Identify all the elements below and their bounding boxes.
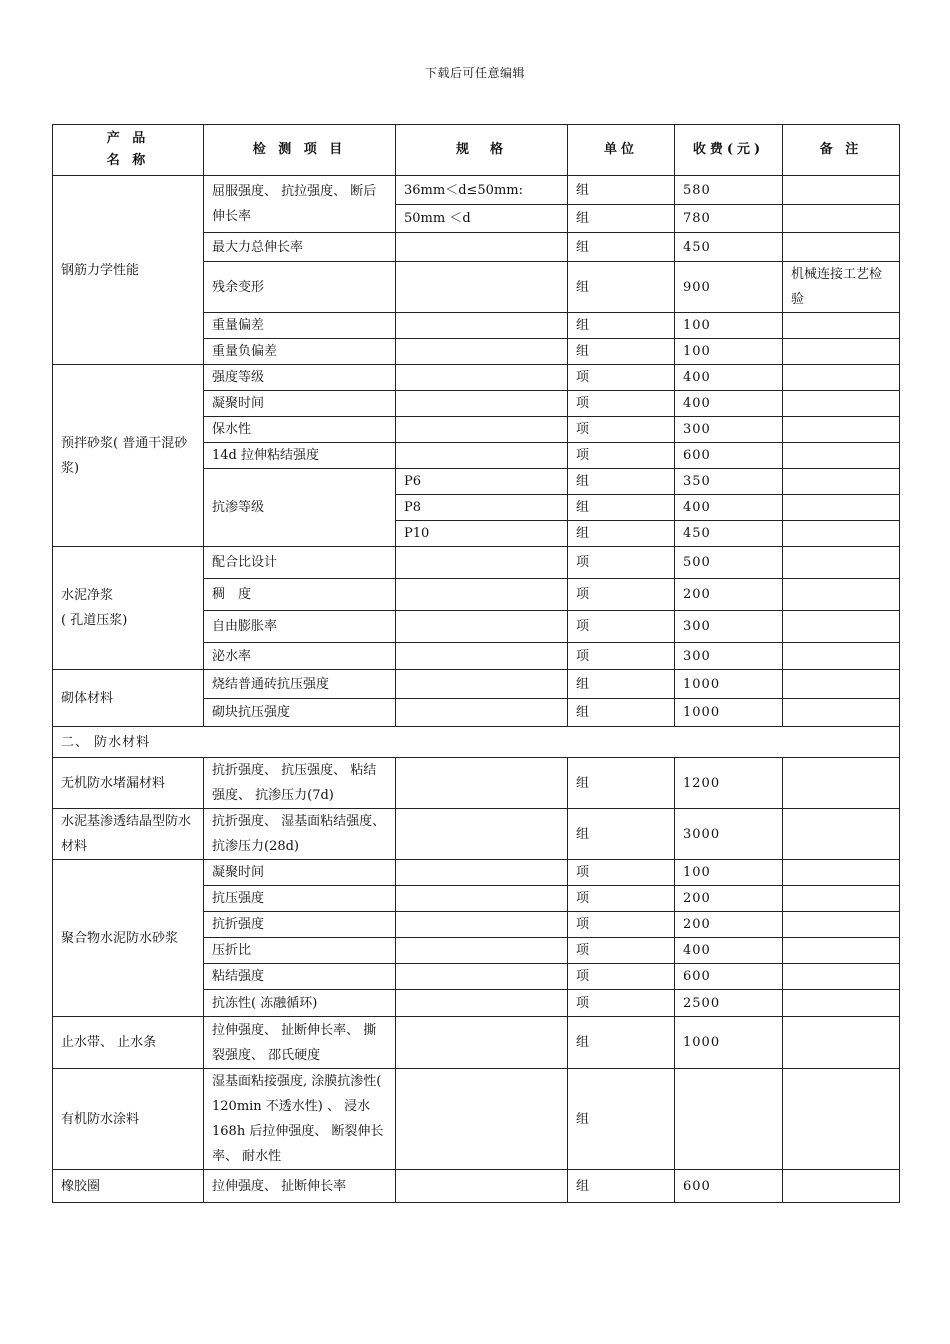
remark-cell	[783, 547, 900, 579]
remark-cell	[783, 313, 900, 339]
header-fee: 收费(元)	[675, 125, 783, 176]
unit-cell: 项	[568, 990, 675, 1017]
unit-cell: 组	[568, 495, 675, 521]
header-remark: 备 注	[783, 125, 900, 176]
fee-cell: 100	[675, 313, 783, 339]
remark-cell	[783, 443, 900, 469]
product-cell: 止水带、 止水条	[53, 1017, 204, 1069]
header-row	[53, 125, 900, 176]
unit-cell: 组	[568, 1170, 675, 1203]
unit-cell: 项	[568, 579, 675, 611]
remark-cell	[783, 1170, 900, 1203]
remark-cell	[783, 990, 900, 1017]
item-cell: 压折比	[204, 938, 396, 964]
remark-cell: 机械连接工艺检验	[783, 262, 900, 313]
fee-cell: 350	[675, 469, 783, 495]
item-cell: 最大力总伸长率	[204, 233, 396, 262]
unit-cell: 组	[568, 176, 675, 205]
remark-cell	[783, 176, 900, 205]
unit-cell: 组	[568, 699, 675, 727]
spec-cell	[396, 233, 568, 262]
spec-cell	[396, 809, 568, 860]
fee-cell: 450	[675, 233, 783, 262]
remark-cell	[783, 964, 900, 990]
remark-cell	[783, 579, 900, 611]
fee-table	[52, 124, 900, 1203]
fee-cell: 100	[675, 339, 783, 365]
fee-cell: 600	[675, 1170, 783, 1203]
spec-cell	[396, 964, 568, 990]
remark-cell	[783, 670, 900, 699]
fee-cell: 400	[675, 365, 783, 391]
fee-cell: 1000	[675, 699, 783, 727]
remark-cell	[783, 809, 900, 860]
unit-cell: 组	[568, 521, 675, 547]
header-product: 产 品 名 称	[53, 125, 204, 176]
fee-cell: 1200	[675, 758, 783, 809]
unit-cell: 项	[568, 365, 675, 391]
spec-cell	[396, 990, 568, 1017]
item-cell: 烧结普通砖抗压强度	[204, 670, 396, 699]
remark-cell	[783, 339, 900, 365]
spec-cell	[396, 938, 568, 964]
fee-cell: 580	[675, 176, 783, 205]
unit-cell: 项	[568, 860, 675, 886]
spec-cell	[396, 1017, 568, 1069]
unit-cell: 项	[568, 643, 675, 670]
spec-cell	[396, 1170, 568, 1203]
spec-cell	[396, 262, 568, 313]
item-cell: 抗渗等级	[204, 469, 396, 547]
section-row	[53, 727, 900, 758]
spec-cell	[396, 860, 568, 886]
spec-cell	[396, 547, 568, 579]
item-cell: 重量负偏差	[204, 339, 396, 365]
product-cell: 无机防水堵漏材料	[53, 758, 204, 809]
product-cell: 预拌砂浆( 普通干混砂浆)	[53, 365, 204, 547]
unit-cell: 项	[568, 938, 675, 964]
spec-cell: P10	[396, 521, 568, 547]
remark-cell	[783, 233, 900, 262]
remark-cell	[783, 1017, 900, 1069]
unit-cell: 组	[568, 205, 675, 233]
remark-cell	[783, 938, 900, 964]
product-cell: 钢筋力学性能	[53, 176, 204, 365]
item-cell: 强度等级	[204, 365, 396, 391]
product-cell: 水泥基渗透结晶型防水材料	[53, 809, 204, 860]
spec-cell: P8	[396, 495, 568, 521]
fee-cell: 900	[675, 262, 783, 313]
spec-cell: P6	[396, 469, 568, 495]
item-cell: 重量偏差	[204, 313, 396, 339]
item-cell: 泌水率	[204, 643, 396, 670]
fee-cell: 200	[675, 579, 783, 611]
unit-cell: 组	[568, 809, 675, 860]
fee-cell: 500	[675, 547, 783, 579]
fee-cell: 400	[675, 391, 783, 417]
spec-cell	[396, 339, 568, 365]
fee-cell: 300	[675, 417, 783, 443]
unit-cell: 项	[568, 964, 675, 990]
remark-cell	[783, 860, 900, 886]
remark-cell	[783, 417, 900, 443]
remark-cell	[783, 912, 900, 938]
fee-cell: 300	[675, 611, 783, 643]
unit-cell: 组	[568, 233, 675, 262]
fee-cell: 1000	[675, 1017, 783, 1069]
spec-cell	[396, 443, 568, 469]
item-cell: 湿基面粘接强度, 涂膜抗渗性( 120min 不透水性) 、 浸水 168h 后拉伸强度、 断裂伸长率、 耐水性	[204, 1069, 396, 1170]
unit-cell: 项	[568, 417, 675, 443]
product-cell: 橡胶圈	[53, 1170, 204, 1203]
section-title: 二、 防水材料	[53, 727, 900, 758]
unit-cell: 项	[568, 443, 675, 469]
unit-cell: 项	[568, 391, 675, 417]
unit-cell: 组	[568, 670, 675, 699]
remark-cell	[783, 205, 900, 233]
fee-cell: 780	[675, 205, 783, 233]
item-cell: 砌块抗压强度	[204, 699, 396, 727]
remark-cell	[783, 699, 900, 727]
table-row	[53, 1170, 900, 1203]
spec-cell	[396, 643, 568, 670]
spec-cell	[396, 391, 568, 417]
unit-cell: 项	[568, 912, 675, 938]
item-cell: 拉伸强度、 扯断伸长率	[204, 1170, 396, 1203]
spec-cell	[396, 313, 568, 339]
remark-cell	[783, 611, 900, 643]
item-cell: 屈服强度、 抗拉强度、 断后伸长率	[204, 176, 396, 233]
product-cell: 水泥净浆 ( 孔道压浆)	[53, 547, 204, 670]
fee-cell: 300	[675, 643, 783, 670]
fee-cell: 400	[675, 938, 783, 964]
item-cell: 抗压强度	[204, 886, 396, 912]
spec-cell	[396, 886, 568, 912]
header-spec: 规 格	[396, 125, 568, 176]
spec-cell	[396, 670, 568, 699]
item-cell: 抗折强度	[204, 912, 396, 938]
spec-cell	[396, 699, 568, 727]
item-cell: 配合比设计	[204, 547, 396, 579]
unit-cell: 项	[568, 547, 675, 579]
fee-cell: 600	[675, 443, 783, 469]
item-cell: 抗折强度、 湿基面粘结强度、 抗渗压力(28d)	[204, 809, 396, 860]
spec-cell	[396, 1069, 568, 1170]
fee-cell: 450	[675, 521, 783, 547]
remark-cell	[783, 643, 900, 670]
item-cell: 凝聚时间	[204, 860, 396, 886]
unit-cell: 组	[568, 313, 675, 339]
item-cell: 保水性	[204, 417, 396, 443]
fee-cell: 600	[675, 964, 783, 990]
top-note: 下载后可任意编辑	[424, 66, 525, 80]
remark-cell	[783, 758, 900, 809]
table-row	[53, 860, 900, 886]
table-row	[53, 547, 900, 579]
unit-cell: 组	[568, 262, 675, 313]
spec-cell	[396, 912, 568, 938]
item-cell: 抗折强度、 抗压强度、 粘结强度、 抗渗压力(7d)	[204, 758, 396, 809]
spec-cell	[396, 365, 568, 391]
unit-cell: 项	[568, 886, 675, 912]
header-unit: 单位	[568, 125, 675, 176]
remark-cell	[783, 365, 900, 391]
unit-cell: 组	[568, 339, 675, 365]
table-row	[53, 758, 900, 809]
product-cell: 砌体材料	[53, 670, 204, 727]
remark-cell	[783, 469, 900, 495]
header-item: 检 测 项 目	[204, 125, 396, 176]
unit-cell: 组	[568, 469, 675, 495]
fee-cell: 2500	[675, 990, 783, 1017]
fee-cell: 200	[675, 912, 783, 938]
fee-cell	[675, 1069, 783, 1170]
spec-cell: 36mm＜d≤50mm:	[396, 176, 568, 205]
spec-cell: 50mm ＜d	[396, 205, 568, 233]
table-row	[53, 1069, 900, 1170]
spec-cell	[396, 417, 568, 443]
remark-cell	[783, 495, 900, 521]
fee-cell: 100	[675, 860, 783, 886]
remark-cell	[783, 886, 900, 912]
table-row	[53, 1017, 900, 1069]
table-row	[53, 809, 900, 860]
fee-cell: 400	[675, 495, 783, 521]
unit-cell: 组	[568, 1069, 675, 1170]
item-cell: 残余变形	[204, 262, 396, 313]
fee-cell: 200	[675, 886, 783, 912]
unit-cell: 组	[568, 758, 675, 809]
table-row	[53, 365, 900, 391]
remark-cell	[783, 391, 900, 417]
table-row	[53, 176, 900, 205]
spec-cell	[396, 758, 568, 809]
unit-cell: 项	[568, 611, 675, 643]
spec-cell	[396, 611, 568, 643]
product-cell: 有机防水涂料	[53, 1069, 204, 1170]
item-cell: 粘结强度	[204, 964, 396, 990]
fee-cell: 3000	[675, 809, 783, 860]
item-cell: 凝聚时间	[204, 391, 396, 417]
item-cell: 自由膨胀率	[204, 611, 396, 643]
item-cell: 拉伸强度、 扯断伸长率、 撕裂强度、 邵氏硬度	[204, 1017, 396, 1069]
item-cell: 14d 拉伸粘结强度	[204, 443, 396, 469]
item-cell: 稠 度	[204, 579, 396, 611]
fee-cell: 1000	[675, 670, 783, 699]
table-row	[53, 670, 900, 699]
spec-cell	[396, 579, 568, 611]
unit-cell: 组	[568, 1017, 675, 1069]
item-cell: 抗冻性( 冻融循环)	[204, 990, 396, 1017]
product-cell: 聚合物水泥防水砂浆	[53, 860, 204, 1017]
remark-cell	[783, 521, 900, 547]
remark-cell	[783, 1069, 900, 1170]
